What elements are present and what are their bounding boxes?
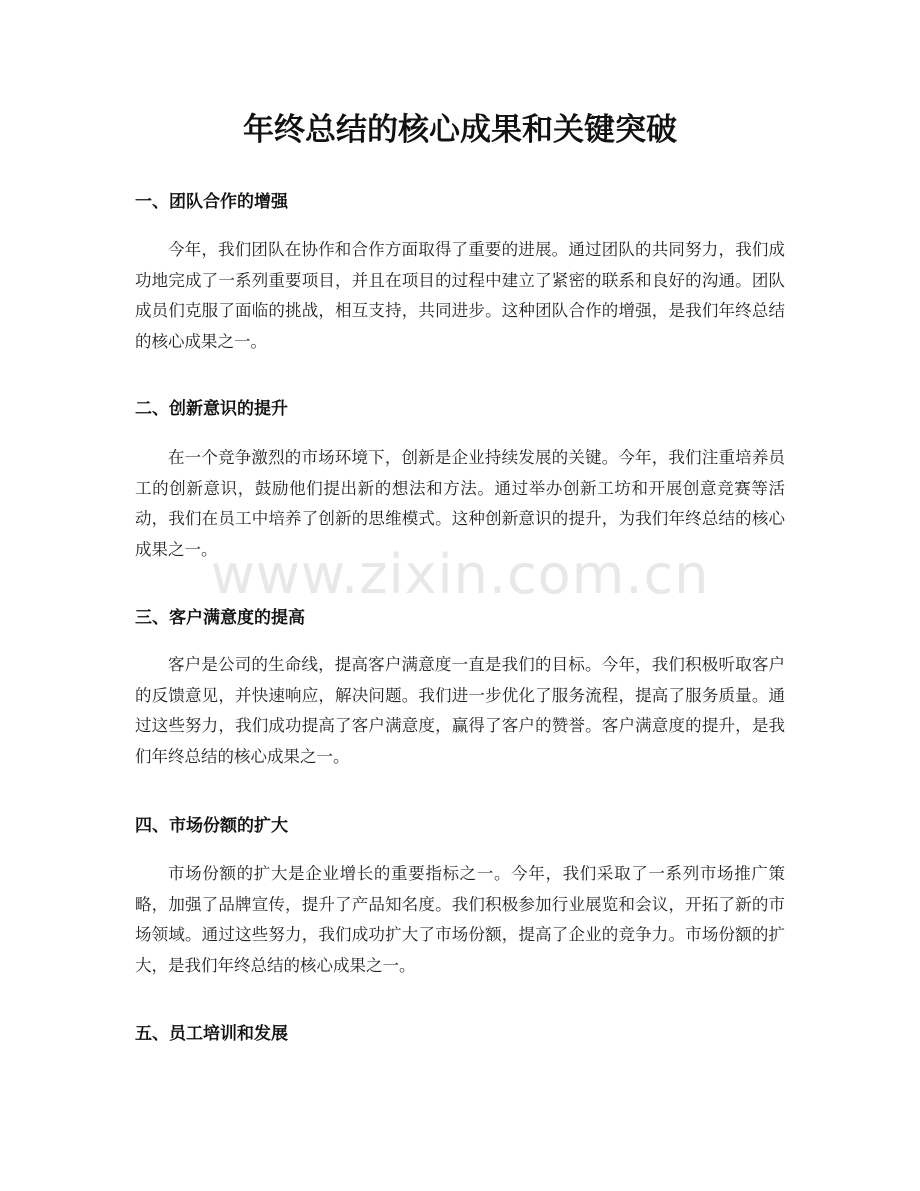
watermark: www.zixin.com.cn: [210, 543, 710, 606]
section-paragraph-1: 今年，我们团队在协作和合作方面取得了重要的进展。通过团队的共同努力，我们成功地完成了一系列重要项目，并且在项目的过程中建立了紧密的联系和良好的沟通。团队成员们克服了面临的挑战，相互支持，共同进步。这种团队合作的增强，是我们年终总结的核心成果之一。: [135, 240, 785, 351]
page-title: 年终总结的核心成果和关键突破: [243, 112, 677, 148]
section-heading-5: 五、员工培训和发展: [135, 1024, 288, 1044]
section-paragraph-3: 客户是公司的生命线，提高客户满意度一直是我们的目标。今年，我们积极听取客户的反馈意见，并快速响应，解决问题。我们进一步优化了服务流程，提高了服务质量。通过这些努力，我们成功提高了客户满意度，赢得了客户的赞誉。客户满意度的提升，是我们年终总结的核心成果之一。: [135, 655, 785, 766]
section-heading-4: 四、市场份额的扩大: [135, 816, 288, 836]
section-heading-3: 三、客户满意度的提高: [135, 608, 305, 628]
section-heading-2: 二、创新意识的提升: [135, 399, 288, 419]
section-heading-1: 一、团队合作的增强: [135, 192, 288, 212]
section-paragraph-4: 市场份额的扩大是企业增长的重要指标之一。今年，我们采取了一系列市场推广策略，加强了品牌宣传，提升了产品知名度。我们积极参加行业展览和会议，开拓了新的市场领域。通过这些努力，我们成功扩大了市场份额，提高了企业的竞争力。市场份额的扩大，是我们年终总结的核心成果之一。: [135, 864, 785, 975]
section-paragraph-2: 在一个竞争激烈的市场环境下，创新是企业持续发展的关键。今年，我们注重培养员工的创新意识，鼓励他们提出新的想法和方法。通过举办创新工坊和开展创意竞赛等活动，我们在员工中培养了创新的思维模式。这种创新意识的提升，为我们年终总结的核心成果之一。: [135, 448, 785, 559]
